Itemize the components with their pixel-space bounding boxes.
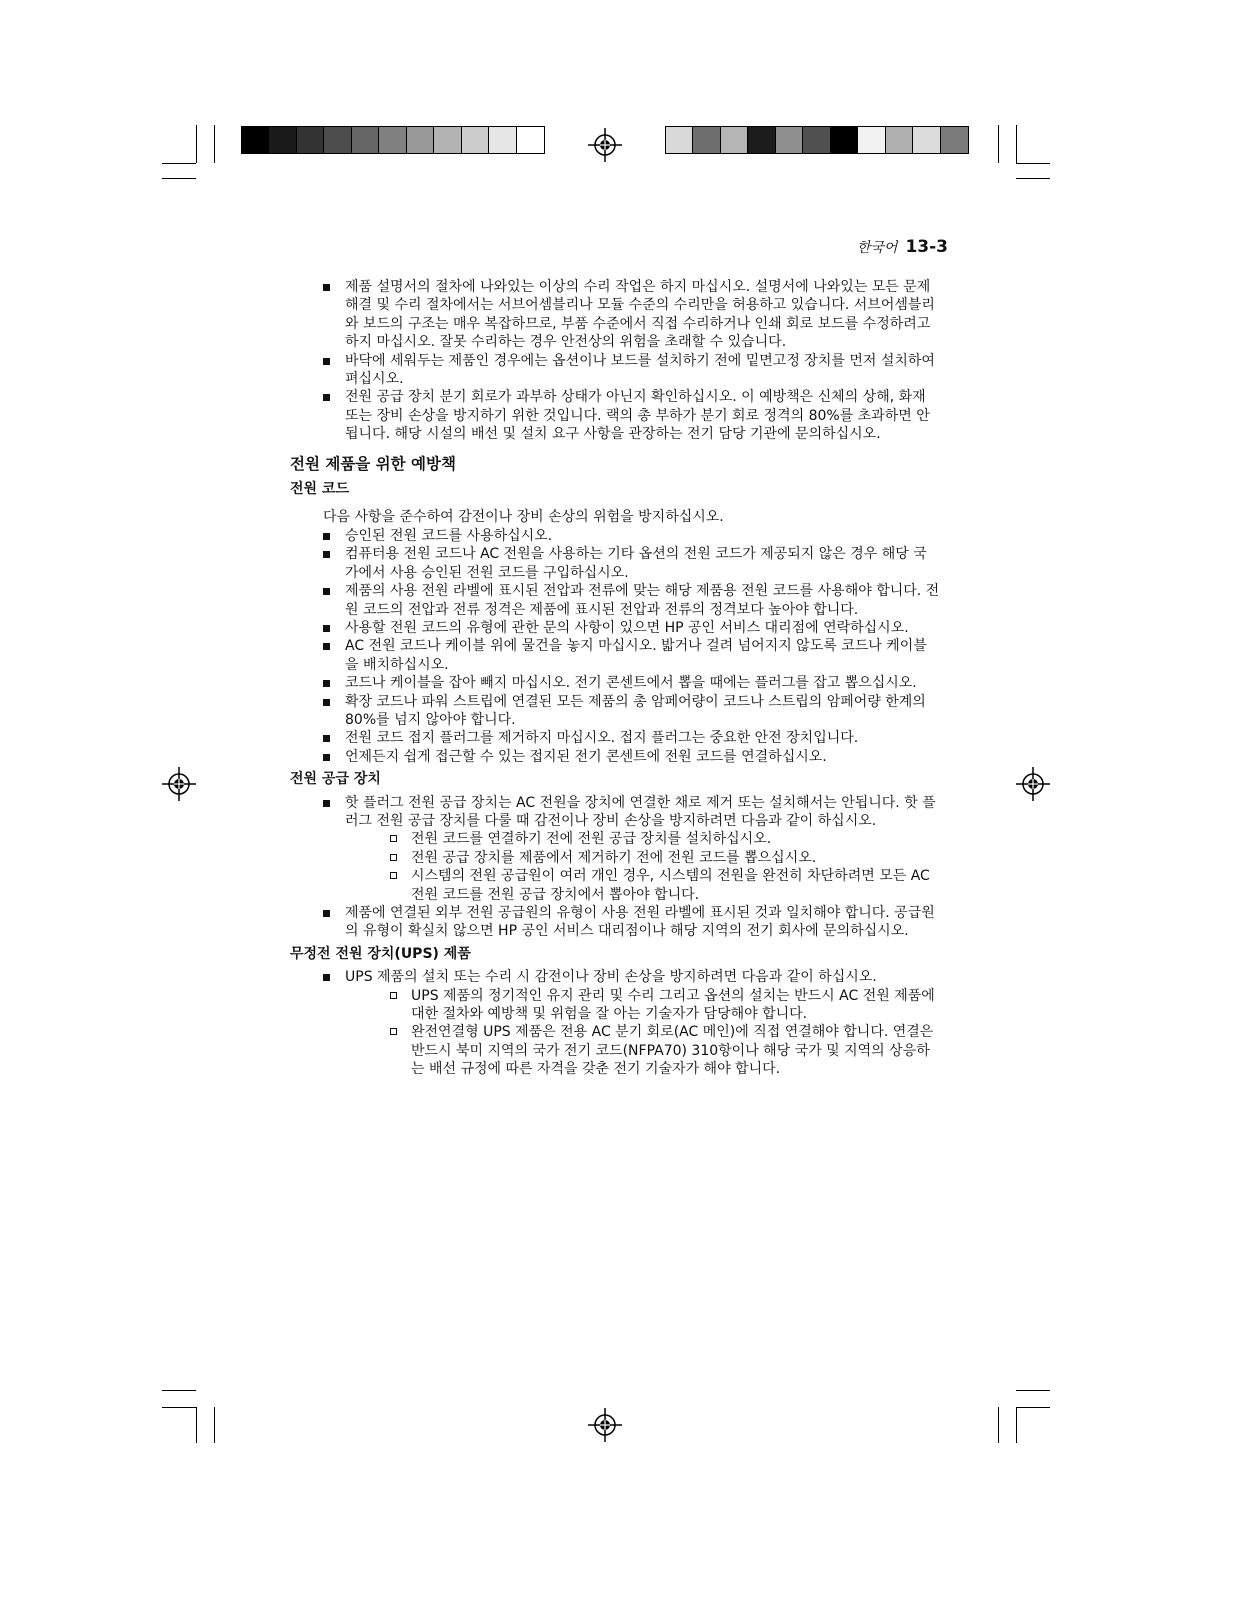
square-bullet-icon [323, 358, 330, 365]
sub-list-item [345, 1023, 940, 1078]
square-bullet-icon [323, 284, 330, 291]
color-swatch [886, 127, 913, 153]
list-item-text: 코드나 케이블을 잡아 빼지 마십시오. 전기 콘센트에서 뽑을 때에는 플러그를 잡고 뽑으십시오. [345, 675, 917, 692]
square-bullet-icon [323, 974, 330, 981]
list-item [290, 748, 940, 766]
list-item-text: 핫 플러그 전원 공급 장치는 AC 전원을 장치에 연결한 채로 제거 또는 설치해서는 안됩니다. 핫 플러그 전원 공급 장치를 다룰 때 감전이나 장비 손상을 방지하려면 다음과 같이 하십시오. [345, 794, 936, 829]
list-item [290, 968, 940, 986]
power-cord-bullet-list [290, 527, 940, 766]
square-bullet-icon [323, 680, 330, 687]
list-item [290, 729, 940, 747]
intro-bullet-list [290, 278, 940, 444]
color-calibration-bar-right [665, 126, 969, 154]
square-bullet-icon [323, 800, 330, 807]
square-bullet-icon [323, 533, 330, 540]
color-swatch [242, 127, 269, 153]
list-item-text: AC 전원 코드나 케이블 위에 물건을 놓지 마십시오. 밟거나 걸려 넘어지지 않도록 코드나 케이블을 배치하십시오. [345, 638, 927, 673]
square-bullet-icon [323, 735, 330, 742]
list-item [290, 527, 940, 545]
list-item [290, 545, 940, 582]
color-swatch [324, 127, 351, 153]
box-bullet-icon [390, 835, 397, 842]
color-swatch [913, 127, 940, 153]
list-item [290, 619, 940, 637]
list-item-text: 제품의 사용 전원 라벨에 표시된 전압과 전류에 맞는 해당 제품용 전원 코드를 사용해야 합니다. 전원 코드의 전압과 전류 정격은 제품에 표시된 전압과 전류의 정격보다 높아야 합니다. [345, 583, 940, 618]
list-item [290, 278, 940, 352]
power-supply-sub-list [290, 830, 940, 904]
section-heading: 전원 제품을 위한 예방책 [290, 454, 456, 473]
list-item [290, 352, 940, 389]
list-item [290, 388, 940, 443]
square-bullet-icon [323, 588, 330, 595]
page-number: 13-3 [905, 237, 948, 257]
ups-sub-list [290, 987, 940, 1079]
list-item [290, 674, 940, 692]
sub-list-item [345, 867, 940, 904]
color-swatch [269, 127, 296, 153]
sub-list-item-text: 전원 코드를 연결하기 전에 전원 공급 장치를 설치하십시오. [411, 831, 772, 848]
list-item-text: 바닥에 세워두는 제품인 경우에는 옵션이나 보드를 설치하기 전에 밑면고정 장치를 먼저 설치하여 펴십시오. [345, 352, 935, 388]
power-supply-bullet-list-2 [290, 904, 940, 941]
color-swatch [776, 127, 803, 153]
color-swatch [462, 127, 489, 153]
square-bullet-icon [323, 394, 330, 401]
square-bullet-icon [323, 699, 330, 706]
color-swatch [721, 127, 748, 153]
color-swatch [434, 127, 461, 153]
registration-mark-icon [1016, 767, 1050, 801]
sub-list-item [345, 830, 940, 848]
registration-mark-icon [162, 767, 196, 801]
box-bullet-icon [390, 1028, 397, 1035]
color-swatch [489, 127, 516, 153]
list-item-text: UPS 제품의 설치 또는 수리 시 감전이나 장비 손상을 방지하려면 다음과 같이 하십시오. [345, 969, 877, 986]
power-cord-intro: 다음 사항을 준수하여 감전이나 장비 손상의 위험을 방지하십시오. [323, 509, 724, 526]
list-item-text: 제품 설명서의 절차에 나와있는 이상의 수리 작업은 하지 마십시오. 설명서에 나와있는 모든 문제 해결 및 수리 절차에서는 서브어셈블리나 모듈 수준의 수리만을 허용하고 있습니다. 서브어셈블리와 보드의 구조는 매우 복잡하므로, 부품 수준에서 직접 수리하거나 인쇄 회로 보드를 수정하려고 하지 마십시오. 잘못 수리하는 경우 안전상의 위험을 초래할 수 있습니다. [345, 279, 935, 351]
list-item-text: 확장 코드나 파워 스트립에 연결된 모든 제품의 총 암페어량이 코드나 스트립의 암페어량 한계의 80%를 넘지 않아야 합니다. [345, 693, 926, 728]
list-item-text: 제품에 연결된 외부 전원 공급원의 유형이 사용 전원 라벨에 표시된 것과 일치해야 합니다. 공급원의 유형이 확실치 않으면 HP 공인 서비스 대리점이나 해당 지역의 전기 회사에 문의하십시오. [345, 905, 935, 940]
color-swatch [748, 127, 775, 153]
color-swatch [831, 127, 858, 153]
color-calibration-bar-left [241, 126, 545, 154]
square-bullet-icon [323, 625, 330, 632]
square-bullet-icon [323, 551, 330, 558]
color-swatch [407, 127, 434, 153]
sub-list-item [345, 849, 940, 867]
color-swatch [517, 127, 544, 153]
sub-list-item-text: 전원 공급 장치를 제품에서 제거하기 전에 전원 코드를 뽑으십시오. [411, 849, 817, 866]
page-body [290, 278, 940, 1079]
list-item-text: 사용할 전원 코드의 유형에 관한 문의 사항이 있으면 HP 공인 서비스 대리점에 연락하십시오. [345, 619, 909, 636]
ups-bullet-list [290, 968, 940, 986]
header-language: 한국어 [856, 240, 898, 256]
square-bullet-icon [323, 910, 330, 917]
color-swatch [379, 127, 406, 153]
list-item-text: 승인된 전원 코드를 사용하십시오. [345, 527, 553, 544]
running-header [857, 237, 948, 257]
list-item [290, 794, 940, 831]
box-bullet-icon [390, 872, 397, 879]
list-item [290, 582, 940, 619]
list-item-text: 전원 공급 장치 분기 회로가 과부하 상태가 아닌지 확인하십시오. 이 예방책은 신체의 상해, 화재 또는 장비 손상을 방지하기 위한 것입니다. 랙의 총 부하가 분기 회로 정격의 80%를 초과하면 안됩니다. 해당 시설의 배선 및 설치 요구 사항을 관장하는 전기 담당 기관에 문의하십시오. [345, 389, 930, 443]
square-bullet-icon [323, 754, 330, 761]
list-item [290, 904, 940, 941]
sub-list-item-text: 시스템의 전원 공급원이 여러 개인 경우, 시스템의 전원을 완전히 차단하려면 모든 AC 전원 코드를 전원 공급 장치에서 뽑아야 합니다. [411, 868, 930, 903]
list-item [290, 693, 940, 730]
color-swatch [297, 127, 324, 153]
subsection-heading-power-supply: 전원 공급 장치 [290, 771, 381, 788]
subsection-heading-ups: 무정전 전원 장치(UPS) 제품 [290, 945, 471, 962]
box-bullet-icon [390, 854, 397, 861]
color-swatch [666, 127, 693, 153]
list-item [290, 637, 940, 674]
color-swatch [352, 127, 379, 153]
list-item-text: 컴퓨터용 전원 코드나 AC 전원을 사용하는 기타 옵션의 전원 코드가 제공되지 않은 경우 해당 국가에서 사용 승인된 전원 코드를 구입하십시오. [345, 546, 927, 581]
power-supply-bullet-list [290, 794, 940, 831]
color-swatch [941, 127, 968, 153]
subsection-heading-power-cord: 전원 코드 [290, 481, 349, 498]
color-swatch [803, 127, 830, 153]
sub-list-item-text: 완전연결형 UPS 제품은 전용 AC 분기 회로(AC 메인)에 직접 연결해야 합니다. 연결은 반드시 북미 지역의 국가 전기 코드(NFPA70) 310항이나 해당 국가 및 지역의 상응하는 배선 규정에 따른 자격을 갖춘 전기 기술자가 해야 합니다. [411, 1024, 934, 1078]
sub-list-item [345, 987, 940, 1024]
color-swatch [693, 127, 720, 153]
registration-mark-icon [588, 128, 622, 162]
sub-list-item-text: UPS 제품의 정기적인 유지 관리 및 수리 그리고 옵션의 설치는 반드시 AC 전원 제품에 대한 절차와 예방책 및 위험을 잘 아는 기술자가 담당해야 합니다. [411, 987, 935, 1023]
registration-mark-icon [588, 1408, 622, 1442]
list-item-text: 전원 코드 접지 플러그를 제거하지 마십시오. 접지 플러그는 중요한 안전 장치입니다. [345, 730, 859, 747]
box-bullet-icon [390, 992, 397, 999]
color-swatch [858, 127, 885, 153]
list-item-text: 언제든지 쉽게 접근할 수 있는 접지된 전기 콘센트에 전원 코드를 연결하십시오. [345, 748, 827, 765]
square-bullet-icon [323, 643, 330, 650]
